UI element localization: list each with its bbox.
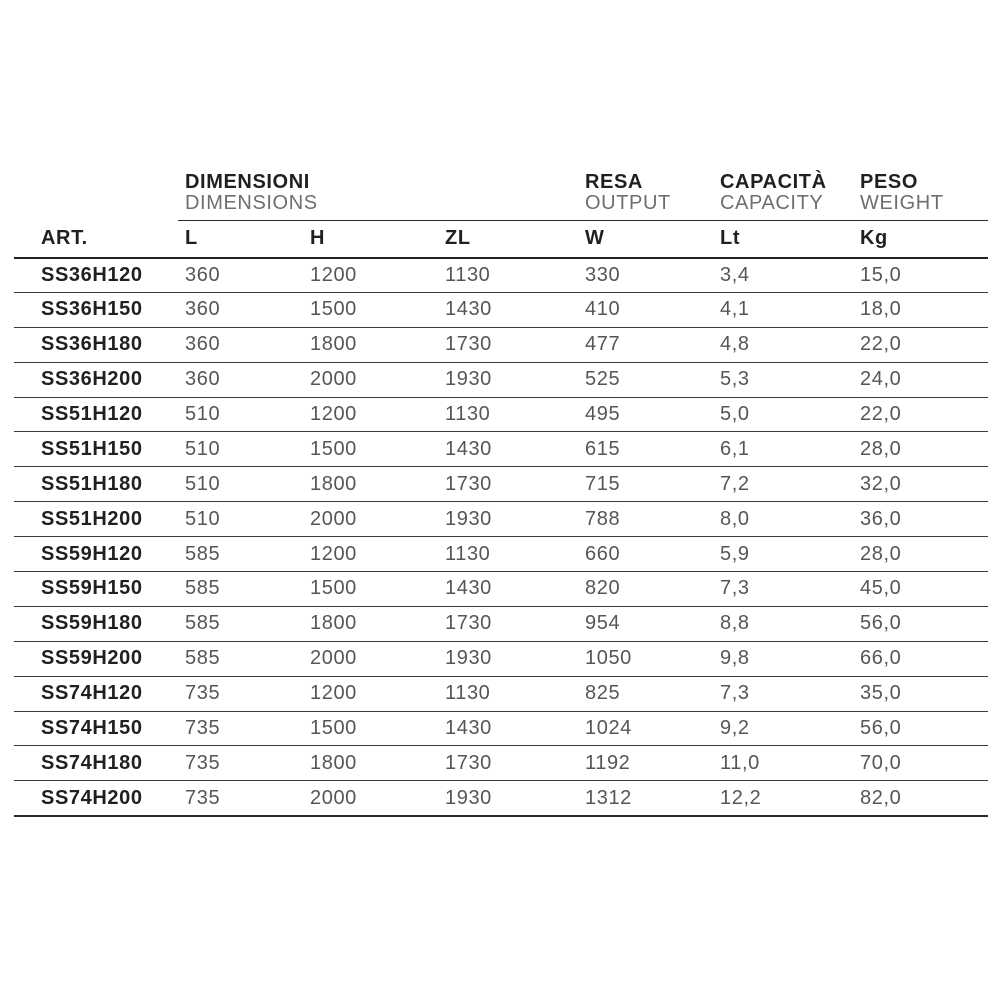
value-cell: 410 [578, 292, 713, 327]
value-cell: 4,8 [713, 327, 853, 362]
value-cell: 1500 [303, 572, 438, 607]
value-cell: 1130 [438, 397, 578, 432]
value-cell: 510 [178, 502, 303, 537]
value-cell: 22,0 [853, 397, 988, 432]
col-header-h: H [303, 221, 438, 258]
value-cell: 1192 [578, 746, 713, 781]
group-output-subtitle: OUTPUT [585, 192, 671, 214]
art-code-cell: SS59H180 [14, 606, 178, 641]
value-cell: 7,3 [713, 676, 853, 711]
value-cell: 70,0 [853, 746, 988, 781]
value-cell: 1500 [303, 711, 438, 746]
table-row [14, 711, 988, 746]
table-row [14, 572, 988, 607]
value-cell: 1800 [303, 327, 438, 362]
value-cell: 360 [178, 258, 303, 293]
value-cell: 1930 [438, 502, 578, 537]
group-weight-subtitle: WEIGHT [860, 192, 944, 214]
value-cell: 8,0 [713, 502, 853, 537]
value-cell: 715 [578, 467, 713, 502]
value-cell: 1800 [303, 467, 438, 502]
value-cell: 585 [178, 641, 303, 676]
art-code-cell: SS74H200 [14, 781, 178, 816]
art-code-cell: SS36H150 [14, 292, 178, 327]
value-cell: 1312 [578, 781, 713, 816]
value-cell: 1500 [303, 432, 438, 467]
table-row [14, 781, 988, 816]
table-row [14, 502, 988, 537]
value-cell: 1200 [303, 258, 438, 293]
value-cell: 28,0 [853, 537, 988, 572]
col-header-zl: ZL [438, 221, 578, 258]
art-code-cell: SS36H200 [14, 362, 178, 397]
value-cell: 1050 [578, 641, 713, 676]
spec-table-body [14, 258, 988, 816]
group-capacity-subtitle: CAPACITY [720, 192, 824, 214]
value-cell: 735 [178, 746, 303, 781]
group-dimensions-title: DIMENSIONI [185, 171, 310, 193]
value-cell: 510 [178, 432, 303, 467]
value-cell: 1430 [438, 432, 578, 467]
table-row [14, 292, 988, 327]
value-cell: 7,3 [713, 572, 853, 607]
value-cell: 9,8 [713, 641, 853, 676]
value-cell: 477 [578, 327, 713, 362]
value-cell: 330 [578, 258, 713, 293]
value-cell: 1130 [438, 537, 578, 572]
table-row [14, 676, 988, 711]
value-cell: 360 [178, 292, 303, 327]
value-cell: 1730 [438, 327, 578, 362]
art-code-cell: SS36H180 [14, 327, 178, 362]
value-cell: 735 [178, 781, 303, 816]
value-cell: 585 [178, 572, 303, 607]
col-header-l: L [178, 221, 303, 258]
group-weight-title: PESO [860, 171, 918, 193]
art-code-cell: SS59H150 [14, 572, 178, 607]
value-cell: 18,0 [853, 292, 988, 327]
value-cell: 11,0 [713, 746, 853, 781]
value-cell: 3,4 [713, 258, 853, 293]
group-output [578, 172, 713, 221]
col-header-lt: Lt [713, 221, 853, 258]
value-cell: 66,0 [853, 641, 988, 676]
value-cell: 1730 [438, 467, 578, 502]
value-cell: 1800 [303, 746, 438, 781]
value-cell: 5,3 [713, 362, 853, 397]
value-cell: 1200 [303, 676, 438, 711]
group-output-title: RESA [585, 171, 643, 193]
value-cell: 2000 [303, 502, 438, 537]
group-capacity [713, 172, 853, 221]
table-row [14, 537, 988, 572]
value-cell: 36,0 [853, 502, 988, 537]
art-code-cell: SS36H120 [14, 258, 178, 293]
table-row [14, 362, 988, 397]
value-cell: 1930 [438, 781, 578, 816]
value-cell: 7,2 [713, 467, 853, 502]
value-cell: 22,0 [853, 327, 988, 362]
value-cell: 82,0 [853, 781, 988, 816]
value-cell: 525 [578, 362, 713, 397]
value-cell: 585 [178, 537, 303, 572]
value-cell: 735 [178, 676, 303, 711]
value-cell: 1130 [438, 258, 578, 293]
table-row [14, 327, 988, 362]
art-code-cell: SS51H150 [14, 432, 178, 467]
art-code-cell: SS51H120 [14, 397, 178, 432]
value-cell: 360 [178, 362, 303, 397]
value-cell: 510 [178, 467, 303, 502]
value-cell: 1430 [438, 572, 578, 607]
col-header-kg: Kg [853, 221, 988, 258]
value-cell: 12,2 [713, 781, 853, 816]
value-cell: 735 [178, 711, 303, 746]
value-cell: 5,0 [713, 397, 853, 432]
column-group-header-row [14, 172, 988, 221]
value-cell: 28,0 [853, 432, 988, 467]
value-cell: 1430 [438, 711, 578, 746]
column-header-row [14, 221, 988, 258]
value-cell: 1930 [438, 641, 578, 676]
art-code-cell: SS59H120 [14, 537, 178, 572]
value-cell: 1200 [303, 537, 438, 572]
table-row [14, 258, 988, 293]
value-cell: 1930 [438, 362, 578, 397]
value-cell: 2000 [303, 362, 438, 397]
value-cell: 1800 [303, 606, 438, 641]
value-cell: 2000 [303, 781, 438, 816]
table-row [14, 606, 988, 641]
value-cell: 510 [178, 397, 303, 432]
art-code-cell: SS51H180 [14, 467, 178, 502]
value-cell: 788 [578, 502, 713, 537]
value-cell: 1200 [303, 397, 438, 432]
group-capacity-title: CAPACITÀ [720, 171, 827, 193]
group-weight [853, 172, 988, 221]
value-cell: 1730 [438, 746, 578, 781]
value-cell: 45,0 [853, 572, 988, 607]
value-cell: 825 [578, 676, 713, 711]
value-cell: 4,1 [713, 292, 853, 327]
value-cell: 56,0 [853, 606, 988, 641]
value-cell: 954 [578, 606, 713, 641]
value-cell: 360 [178, 327, 303, 362]
table-row [14, 432, 988, 467]
value-cell: 24,0 [853, 362, 988, 397]
art-group-spacer [14, 172, 178, 221]
value-cell: 15,0 [853, 258, 988, 293]
value-cell: 2000 [303, 641, 438, 676]
table-row [14, 641, 988, 676]
table-row [14, 397, 988, 432]
value-cell: 1430 [438, 292, 578, 327]
value-cell: 1130 [438, 676, 578, 711]
table-row [14, 746, 988, 781]
value-cell: 56,0 [853, 711, 988, 746]
value-cell: 615 [578, 432, 713, 467]
group-dimensions [178, 172, 578, 221]
art-code-cell: SS74H150 [14, 711, 178, 746]
product-spec-table [14, 172, 988, 817]
value-cell: 660 [578, 537, 713, 572]
value-cell: 585 [178, 606, 303, 641]
value-cell: 5,9 [713, 537, 853, 572]
value-cell: 32,0 [853, 467, 988, 502]
table-row [14, 467, 988, 502]
value-cell: 495 [578, 397, 713, 432]
value-cell: 8,8 [713, 606, 853, 641]
group-dimensions-subtitle: DIMENSIONS [185, 192, 318, 214]
value-cell: 35,0 [853, 676, 988, 711]
art-code-cell: SS51H200 [14, 502, 178, 537]
col-header-w: W [578, 221, 713, 258]
value-cell: 6,1 [713, 432, 853, 467]
value-cell: 9,2 [713, 711, 853, 746]
col-header-art: ART. [14, 221, 178, 258]
value-cell: 1024 [578, 711, 713, 746]
value-cell: 1730 [438, 606, 578, 641]
art-code-cell: SS59H200 [14, 641, 178, 676]
value-cell: 1500 [303, 292, 438, 327]
art-code-cell: SS74H180 [14, 746, 178, 781]
art-code-cell: SS74H120 [14, 676, 178, 711]
value-cell: 820 [578, 572, 713, 607]
